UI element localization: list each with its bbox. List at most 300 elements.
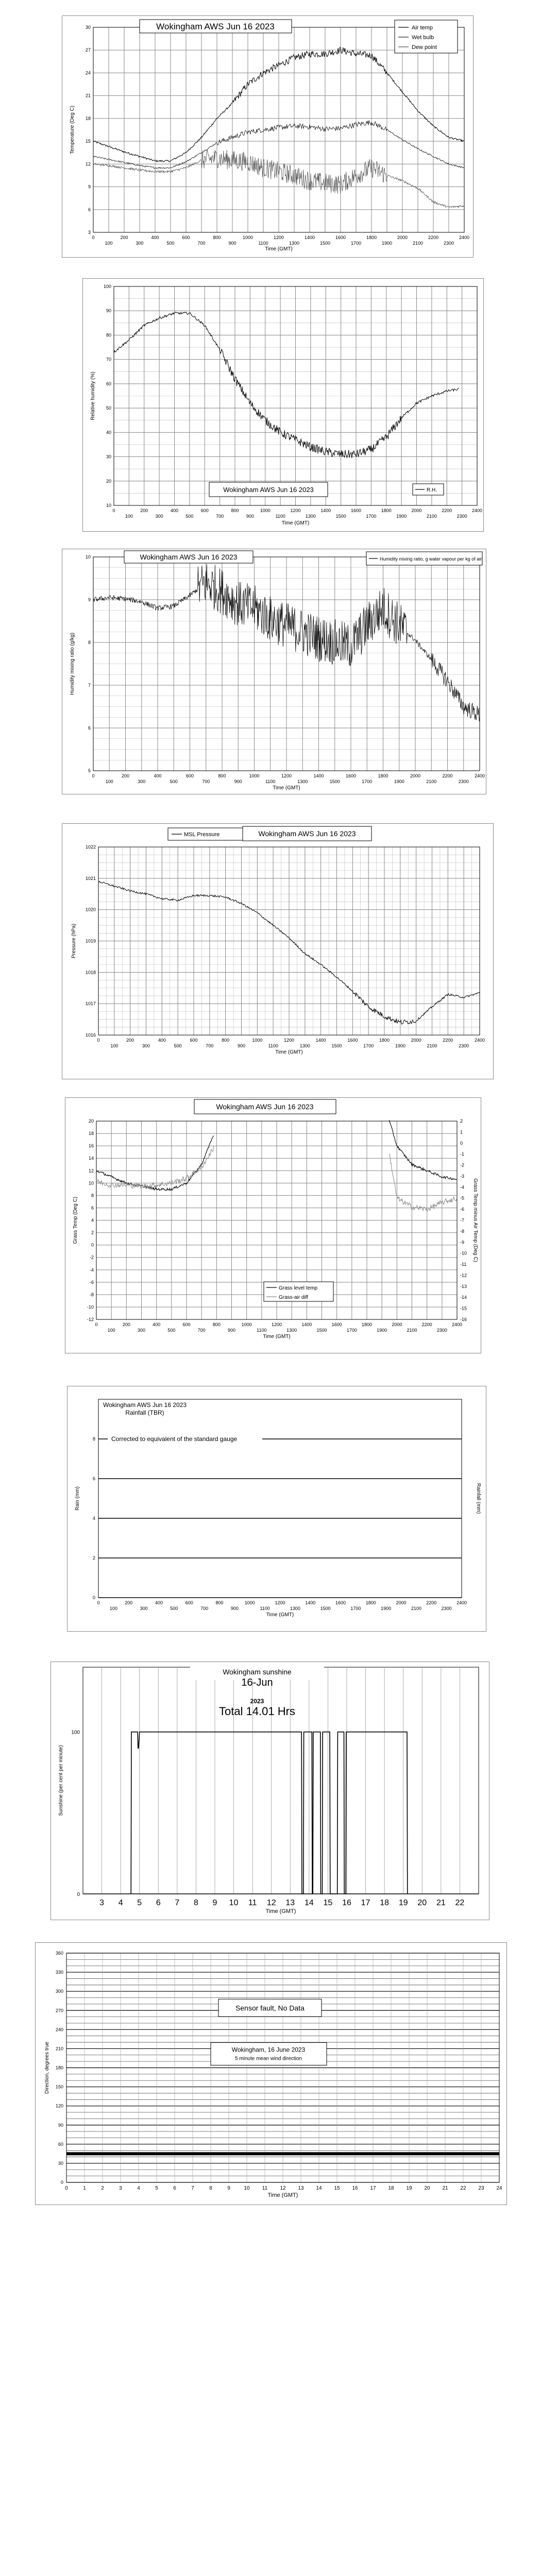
plot-area	[83, 1667, 479, 1894]
x-tick-label: 300	[138, 779, 146, 784]
x-tick-label: 0	[92, 235, 95, 240]
x-tick-label: 1700	[350, 1606, 361, 1611]
x-tick-label: 300	[155, 514, 163, 519]
x-tick-label: 15	[334, 2185, 340, 2191]
y-tick-label: 10	[88, 1180, 94, 1186]
x-tick-label: 2200	[426, 1600, 437, 1605]
x-tick-label: 1600	[347, 1038, 358, 1043]
y2-tick-label: -13	[460, 1283, 467, 1289]
y-tick-label: 12	[88, 1168, 94, 1174]
x-tick-label: 2100	[426, 779, 437, 784]
chart-date: 16-Jun	[241, 1677, 273, 1688]
x-tick-label: 100	[107, 1328, 115, 1333]
chart-title: Wokingham AWS Jun 16 2023	[140, 553, 238, 561]
x-tick-label: 16	[342, 1899, 351, 1907]
rainfall-chart	[67, 1386, 486, 1631]
x-tick-label: 900	[246, 514, 254, 519]
x-tick-label: 200	[140, 508, 148, 513]
y-tick-label: 30	[85, 25, 91, 30]
x-tick-label: 1400	[315, 1038, 326, 1043]
legend-label: R.H.	[427, 487, 437, 493]
x-tick-label: 2400	[459, 235, 470, 240]
x-tick-label: 200	[122, 1322, 130, 1327]
x-tick-label: 600	[185, 773, 194, 778]
y2-tick-label: 2	[460, 1118, 463, 1124]
x-tick-label: 1700	[346, 1328, 357, 1333]
x-tick-label: 12	[280, 2185, 286, 2191]
x-tick-label: 1100	[258, 241, 268, 246]
x-tick-label: 19	[406, 2185, 412, 2191]
x-tick-label: 8	[193, 1899, 198, 1907]
y-tick-label: 8	[88, 640, 91, 645]
y2-tick-label: -15	[460, 1306, 467, 1311]
y-tick-label: 21	[85, 93, 91, 98]
y-tick-label: 1016	[85, 1032, 96, 1038]
x-tick-label: 0	[97, 1038, 100, 1043]
x-tick-label: 700	[197, 241, 206, 246]
x-tick-label: 20	[424, 2185, 430, 2191]
pressure-chart	[62, 824, 493, 1079]
x-tick-label: 1600	[350, 508, 362, 513]
x-tick-label: 800	[213, 235, 221, 240]
x-tick-label: 13	[298, 2185, 304, 2191]
x-tick-label: 1800	[378, 773, 388, 778]
y-tick-label: 1020	[85, 907, 96, 912]
mixing-ratio-chart	[62, 549, 486, 794]
x-tick-label: 2400	[474, 773, 485, 778]
y-tick-label: 30	[58, 2160, 63, 2166]
x-tick-label: 3	[99, 1899, 105, 1907]
x-tick-label: 3	[119, 2185, 122, 2191]
sunshine-line	[131, 1732, 408, 1894]
chart-note: Corrected to equivalent of the standard gauge	[111, 1435, 238, 1443]
x-tick-label: 17	[361, 1899, 370, 1907]
x-tick-label: 4	[137, 2185, 140, 2191]
x-tick-label: 1900	[377, 1328, 387, 1333]
x-tick-label: 2100	[407, 1328, 417, 1333]
x-tick-label: 2000	[411, 508, 422, 513]
y-tick-label: 150	[55, 2084, 63, 2090]
legend-label: Humidity mixing ratio, g water vapour per kg of air	[380, 556, 482, 562]
x-tick-label: 11	[248, 1899, 257, 1907]
y-tick-label: 20	[106, 478, 111, 484]
y-axis-title: Humidity mixing ratio (g/kg)	[70, 632, 75, 696]
x-tick-label: 1000	[260, 508, 270, 513]
x-tick-label: 5	[137, 1899, 142, 1907]
y-tick-label: 16	[88, 1143, 94, 1149]
y-tick-label: 270	[55, 2008, 63, 2013]
grass-air-diff-line	[390, 1154, 457, 1211]
x-tick-label: 17	[370, 2185, 376, 2191]
y-tick-label: 40	[106, 430, 111, 435]
legend-label: Dew point	[412, 44, 437, 50]
y-tick-label: 80	[106, 332, 111, 338]
y-tick-label: -10	[87, 1304, 94, 1310]
x-tick-label: 200	[125, 1600, 133, 1605]
x-tick-label: 500	[170, 1606, 178, 1611]
y-tick-label: 0	[91, 1242, 94, 1248]
x-tick-label: 300	[142, 1043, 150, 1048]
chart-subtitle: 5 minute mean wind direction	[234, 2056, 302, 2062]
x-tick-label: 1300	[299, 1043, 310, 1048]
x-tick-label: 1900	[381, 1606, 392, 1611]
chart-title: Wokingham AWS Jun 16 2023	[258, 829, 356, 838]
x-tick-label: 900	[228, 241, 236, 246]
y-tick-label: 27	[85, 47, 91, 53]
x-tick-label: 9	[227, 2185, 230, 2191]
x-tick-label: 2200	[443, 1038, 453, 1043]
x-tick-label: 1300	[297, 779, 308, 784]
x-tick-label: 500	[174, 1043, 182, 1048]
x-tick-label: 1500	[329, 779, 340, 784]
y-tick-label: 100	[103, 284, 111, 289]
x-axis-title: Time (GMT)	[263, 1334, 291, 1340]
chart-title: Wokingham AWS Jun 16 2023	[103, 1401, 187, 1409]
x-tick-label: 400	[151, 235, 159, 240]
wind-direction-chart-panel	[35, 1942, 507, 2205]
x-tick-label: 1200	[281, 773, 292, 778]
x-tick-label: 0	[95, 1322, 98, 1327]
grass-air-diff-line	[96, 1146, 214, 1189]
x-tick-label: 7	[175, 1899, 180, 1907]
y-axis-title: Temperature (Deg C)	[70, 106, 75, 154]
chart-year: 2023	[250, 1698, 264, 1705]
y-tick-label: 90	[58, 2122, 63, 2128]
y-tick-label: 1022	[85, 844, 96, 850]
y2-axis-title: Grass Temp minus Air Temp (Deg C)	[472, 1178, 478, 1262]
x-tick-label: 700	[200, 1606, 209, 1611]
y-tick-label: 1021	[85, 875, 96, 881]
x-tick-label: 600	[182, 235, 190, 240]
x-tick-label: 1600	[335, 235, 346, 240]
x-tick-label: 1800	[361, 1322, 373, 1327]
x-tick-label: 1500	[320, 1606, 331, 1611]
x-axis-title: Time (GMT)	[281, 520, 310, 526]
y-tick-label: 50	[106, 405, 111, 411]
x-tick-label: 2300	[441, 1606, 452, 1611]
x-tick-label: 1300	[286, 1328, 297, 1333]
x-tick-label: 1300	[305, 514, 316, 519]
y-tick-label: 240	[55, 2027, 63, 2032]
x-tick-label: 10	[244, 2185, 250, 2191]
x-tick-label: 18	[388, 2185, 394, 2191]
y-tick-label: 1019	[85, 938, 96, 944]
x-tick-label: 900	[234, 779, 242, 784]
x-tick-label: 600	[185, 1600, 193, 1605]
y-tick-label: 60	[58, 2141, 63, 2147]
y-tick-label: 1017	[85, 1001, 96, 1007]
x-tick-label: 500	[167, 1328, 176, 1333]
x-tick-label: 1100	[257, 1328, 267, 1333]
x-tick-label: 700	[197, 1328, 206, 1333]
x-tick-label: 2000	[392, 1322, 402, 1327]
x-tick-label: 2200	[428, 235, 439, 240]
x-tick-label: 1100	[275, 514, 285, 519]
y2-tick-label: -11	[460, 1262, 467, 1267]
y2-tick-label: -1	[460, 1151, 465, 1157]
x-tick-label: 1000	[241, 1322, 252, 1327]
y-tick-label: 70	[106, 357, 111, 362]
y2-tick-label: -10	[460, 1250, 467, 1256]
wind-direction-chart	[36, 1943, 506, 2205]
x-tick-label: 20	[417, 1899, 427, 1907]
y-tick-label: 1018	[85, 970, 96, 975]
x-tick-label: 700	[206, 1043, 214, 1048]
y-tick-label: 120	[55, 2103, 63, 2109]
chart-title: Wokingham, 16 June 2023	[231, 2046, 306, 2054]
y-tick-label: 6	[88, 725, 91, 731]
x-tick-label: 1300	[289, 241, 300, 246]
y2-axis-title: Rainfall (mm)	[476, 1483, 481, 1514]
grass-temp-chart-panel	[65, 1097, 481, 1353]
chart-title: Wokingham AWS Jun 16 2023	[216, 1103, 314, 1111]
y2-tick-label: -4	[460, 1184, 465, 1190]
x-tick-label: 15	[323, 1899, 333, 1907]
x-tick-label: 100	[105, 779, 113, 784]
x-tick-label: 1000	[242, 235, 253, 240]
y-tick-label: 8	[92, 1436, 95, 1442]
x-tick-label: 11	[262, 2185, 268, 2191]
y-tick-label: 12	[85, 161, 91, 167]
y-tick-label: -2	[89, 1255, 94, 1260]
x-tick-label: 2300	[459, 1043, 469, 1048]
y-tick-label: 6	[92, 1476, 95, 1481]
x-tick-label: 900	[237, 1043, 246, 1048]
x-axis-title: Time (GMT)	[265, 1908, 296, 1914]
x-tick-label: 0	[92, 773, 95, 778]
x-tick-label: 18	[380, 1899, 390, 1907]
y-tick-label: 180	[55, 2065, 63, 2071]
x-tick-label: 1000	[244, 1600, 255, 1605]
x-tick-label: 500	[170, 779, 178, 784]
x-tick-label: 2000	[396, 1600, 407, 1605]
x-tick-label: 2000	[411, 1038, 421, 1043]
x-tick-label: 2100	[412, 241, 424, 246]
x-tick-label: 800	[222, 1038, 230, 1043]
y-tick-label: 4	[91, 1217, 94, 1223]
y-tick-label: 3	[88, 230, 91, 235]
rh-line	[114, 312, 459, 459]
y-tick-label: 9	[88, 184, 91, 190]
y-tick-label: 0	[92, 1595, 95, 1600]
x-tick-label: 14	[304, 1899, 314, 1907]
x-tick-label: 1700	[362, 779, 373, 784]
x-tick-label: 7	[191, 2185, 194, 2191]
legend-label: MSL Pressure	[184, 832, 220, 838]
legend-label: Wet bulb	[412, 35, 434, 41]
y-tick-label: 18	[85, 115, 91, 121]
x-tick-label: 1900	[381, 241, 393, 246]
x-tick-label: 900	[227, 1328, 236, 1333]
x-tick-label: 2100	[426, 514, 437, 519]
x-tick-label: 1200	[275, 1600, 285, 1605]
x-tick-label: 0	[65, 2185, 68, 2191]
chart-title: Wokingham AWS Jun 16 2023	[156, 22, 275, 31]
x-tick-label: 14	[316, 2185, 322, 2191]
x-axis-title: Time (GMT)	[265, 246, 293, 252]
y2-tick-label: -16	[460, 1317, 467, 1322]
x-tick-label: 100	[110, 1043, 119, 1048]
x-tick-label: 2100	[427, 1043, 437, 1048]
y-axis-title: Direction, degrees true	[44, 2041, 50, 2094]
y2-tick-label: -7	[460, 1217, 465, 1223]
y-tick-label: -12	[87, 1317, 94, 1322]
x-tick-label: 1400	[305, 1600, 316, 1605]
x-tick-label: 300	[136, 241, 144, 246]
x-tick-label: 2300	[457, 514, 467, 519]
x-tick-label: 1800	[366, 235, 377, 240]
pressure-chart-panel	[62, 823, 494, 1079]
y-tick-label: 330	[55, 1970, 63, 1975]
x-tick-label: 2200	[421, 1322, 432, 1327]
x-axis-title: Time (GMT)	[266, 1612, 294, 1618]
y-tick-label: 14	[88, 1156, 94, 1161]
y-tick-label: 7	[88, 683, 91, 688]
x-tick-label: 200	[126, 1038, 134, 1043]
y2-tick-label: 0	[460, 1140, 463, 1146]
x-tick-label: 300	[140, 1606, 148, 1611]
x-tick-label: 8	[209, 2185, 212, 2191]
y-tick-label: 10	[85, 554, 91, 560]
y-tick-label: 18	[88, 1131, 94, 1137]
x-tick-label: 1000	[252, 1038, 263, 1043]
x-tick-label: 2000	[397, 235, 408, 240]
temperature-chart	[62, 16, 473, 257]
x-tick-label: 1100	[268, 1043, 278, 1048]
x-tick-label: 800	[215, 1600, 224, 1605]
x-tick-label: 2300	[443, 241, 454, 246]
x-tick-label: 1500	[319, 241, 331, 246]
x-tick-label: 1300	[290, 1606, 300, 1611]
x-tick-label: 1900	[394, 779, 404, 784]
y-tick-label: 6	[91, 1205, 94, 1211]
x-tick-label: 800	[212, 1322, 221, 1327]
x-tick-label: 1800	[381, 508, 392, 513]
y-axis-title: Relative humidity (%)	[90, 371, 96, 420]
humidity-chart-panel	[82, 278, 484, 532]
sunshine-chart	[51, 1662, 489, 1920]
y2-tick-label: -9	[460, 1240, 465, 1245]
x-tick-label: 2100	[411, 1606, 421, 1611]
y-tick-label: 8	[91, 1193, 94, 1198]
x-tick-label: 10	[229, 1899, 239, 1907]
y-tick-label: 15	[85, 139, 91, 144]
y-axis-title: Grass Temp (Deg C)	[73, 1196, 78, 1244]
x-tick-label: 2000	[410, 773, 421, 778]
legend-label: Grass-air diff	[279, 1295, 309, 1300]
rainfall-chart-panel	[67, 1386, 486, 1632]
grass-temp-line	[96, 1136, 214, 1190]
x-tick-label: 22	[455, 1899, 465, 1907]
x-tick-label: 22	[460, 2185, 466, 2191]
x-tick-label: 1200	[271, 1322, 282, 1327]
x-tick-label: 600	[182, 1322, 191, 1327]
y-tick-label: 360	[55, 1951, 63, 1956]
y-tick-label: 9	[88, 597, 91, 602]
x-tick-label: 600	[200, 508, 209, 513]
x-tick-label: 400	[154, 773, 162, 778]
x-tick-label: 2300	[458, 779, 469, 784]
x-tick-label: 21	[442, 2185, 448, 2191]
x-tick-label: 1200	[283, 1038, 295, 1043]
x-tick-label: 2200	[442, 773, 453, 778]
x-tick-label: 1000	[249, 773, 260, 778]
y-tick-label: 5	[88, 768, 91, 773]
humidity-chart	[83, 279, 483, 531]
x-tick-label: 5	[155, 2185, 158, 2191]
y-tick-label: 20	[88, 1118, 94, 1124]
y-tick-label: 90	[106, 308, 111, 314]
legend-label: Grass level temp	[279, 1285, 318, 1291]
plot-area	[98, 1399, 462, 1598]
x-tick-label: 1900	[395, 1043, 405, 1048]
temperature-chart-panel	[62, 15, 474, 258]
y-tick-label: 30	[106, 454, 111, 460]
x-tick-label: 1700	[350, 241, 362, 246]
y-tick-label: 6	[88, 207, 91, 212]
x-tick-label: 400	[155, 1600, 163, 1605]
y2-tick-label: 1	[460, 1129, 463, 1135]
y-tick-label: -4	[89, 1267, 94, 1273]
x-tick-label: 100	[125, 514, 133, 519]
fault-message: Sensor fault, No Data	[235, 2004, 305, 2012]
x-tick-label: 500	[185, 514, 194, 519]
x-tick-label: 800	[231, 508, 239, 513]
x-tick-label: 900	[230, 1606, 239, 1611]
x-tick-label: 1500	[331, 1043, 342, 1048]
y-tick-label: 0	[77, 1892, 80, 1897]
x-tick-label: 2400	[451, 1322, 463, 1327]
x-tick-label: 1900	[396, 514, 407, 519]
x-tick-label: 13	[285, 1899, 295, 1907]
y-tick-label: 300	[55, 1989, 63, 1994]
y-tick-label: 2	[92, 1555, 95, 1561]
y-axis-title: Rain (mm)	[75, 1486, 80, 1511]
x-tick-label: 2400	[474, 1038, 485, 1043]
x-tick-label: 200	[121, 773, 130, 778]
chart-title: Wokingham AWS Jun 16 2023	[223, 486, 314, 494]
x-tick-label: 1600	[335, 1600, 346, 1605]
y-tick-label: -6	[89, 1279, 94, 1285]
x-tick-label: 1400	[304, 235, 315, 240]
x-tick-label: 1700	[363, 1043, 374, 1048]
sunshine-chart-panel	[50, 1662, 489, 1920]
mixing-ratio-chart-panel	[62, 549, 486, 794]
x-tick-label: 1400	[301, 1322, 312, 1327]
x-tick-label: 1800	[365, 1600, 376, 1605]
x-tick-label: 1	[83, 2185, 86, 2191]
chart-subtitle: Rainfall (TBR)	[125, 1409, 164, 1416]
x-axis-title: Time (GMT)	[267, 2192, 298, 2198]
x-tick-label: 400	[153, 1322, 161, 1327]
x-tick-label: 1600	[331, 1322, 342, 1327]
x-axis-title: Time (GMT)	[273, 785, 300, 791]
y2-tick-label: -2	[460, 1162, 465, 1168]
y-tick-label: 24	[85, 70, 91, 76]
y-tick-label: 10	[106, 503, 111, 508]
x-tick-label: 800	[218, 773, 226, 778]
x-tick-label: 1700	[366, 514, 377, 519]
x-tick-label: 4	[118, 1899, 123, 1907]
x-tick-label: 1400	[320, 508, 331, 513]
x-tick-label: 6	[173, 2185, 176, 2191]
x-tick-label: 23	[478, 2185, 484, 2191]
y2-tick-label: -12	[460, 1273, 467, 1278]
legend-label: Air temp	[412, 25, 433, 31]
y-tick-label: -8	[89, 1292, 94, 1297]
x-tick-label: 600	[190, 1038, 198, 1043]
x-tick-label: 400	[158, 1038, 166, 1043]
